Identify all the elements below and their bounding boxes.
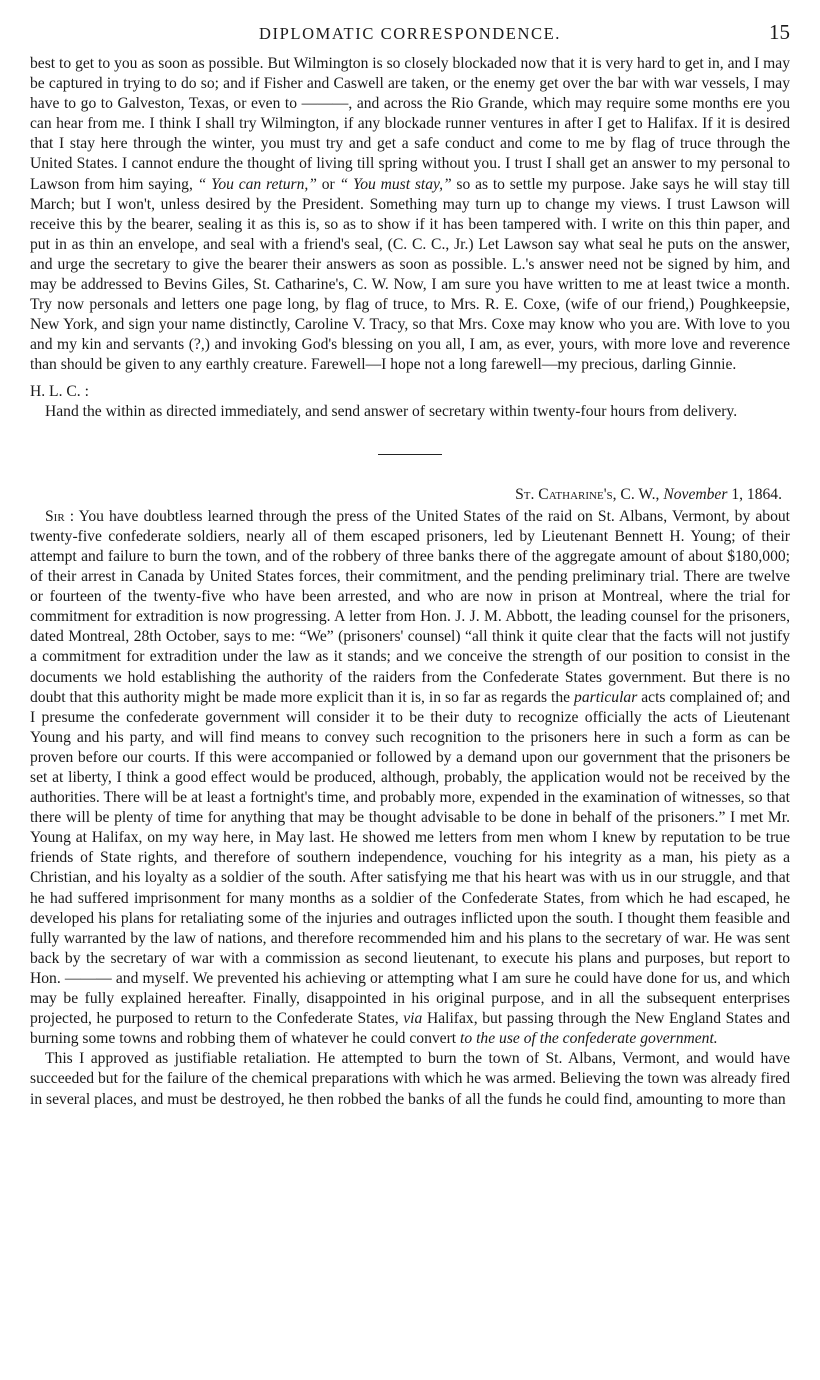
addressee-line: H. L. C. : (30, 382, 89, 400)
text-span: acts complained of; and I presume the confederate government will consider it to be their duty to recognize officially the acts of Lieutenant Young and his party, and will find means to convey such recognition to the prisoners here in such a form as can be proven before our courts. If this were accompanied or followed by a demand upon our government that the prisoners be set at liberty, I think a good effect would be produced, although, probably, the application would not be received by the authorities. There will be at least a fortnight's time, and probably more, expended in the examination of witnesses, so that there will be plenty of time for anything that may be thought advisable to be done in behalf of the prisoners.” I met Mr. Young at Halifax, on my way here, in May last. He showed me letters from men whom I knew by reputation to be true friends of State rights, and therefore of southern independence, vouching for his integrity as a man, his piety as a Christian, and his loyalty as a soldier of the south. After satisfying me that his heart was with us in our struggle, and that he had suffered imprisonment for many months as a soldier of the Confederate States, from which he had escaped, he developed his plans for retaliating some of the injuries and outrages inflicted upon the south. I thought them feasible and fully warranted by the law of nations, and therefore recommended him and his plans to the secretary of war. He was sent back by the secretary of war with a commission as second lieutenant, to execute his plans and purposes, but report to Hon. ——— and myself. We prevented his achieving or attempting what I am sure he could have done for us, and which may be fully explained hereafter. Finally, disappointed in his original purpose, and in all the subsequent enterprises projected, he purposed to return to the Confederate States, (30, 688, 791, 1028)
salutation: Sir : (45, 507, 75, 525)
italic-word: via (403, 1010, 423, 1028)
instruction-paragraph: Hand the within as directed immediately, and send answer of secretary within twenty-four hours from delivery. (45, 402, 738, 420)
text-span: so as to settle my purpose. Jake says he will stay till March; but I won't, unless desired by the President. Something may turn up to change my views. I trust Lawson will receive this by the bearer, sealing it as this is, so as to show if it has been tampered with. I write on this thin paper, and put in as thin an envelope, and seal with a friend's seal, (C. C. C., Jr.) Let Lawson say what seal he puts on the answer, and urge the secretary to give the bearer their answers as soon as possible. L.'s answer need not be signed by him, and may be addressed to Bevins Giles, St. Catharine's, C. W. Now, I am sure you have written to me at least twice a month. Try now personals and letters one page long, by flag of truce, to Mrs. R. E. Coxe, (wife of our friend,) Poughkeepsie, New York, and sign your name distinctly, Caroline V. Tracy, so that Mrs. Coxe may know who you are. With love to you and my kin and servants (?,) and invoking God's blessing on you all, I am, as ever, yours, with more love and reverence than should be given to any earthly creature. Farewell—I hope not a long farewell—my precious, darling Ginnie. (30, 175, 791, 374)
letter-paragraph: This I approved as justifiable retaliation. He attempted to burn the town of St. Albans, Vermont, and would have succeeded but for the failure of the chemical preparations with which he was armed. Believing the town was already fired in several places, and must be destroyed, he then robbed the banks of all the funds he could find, amounting to more than (30, 1050, 790, 1108)
quoted-phrase: “ You must stay,” (339, 175, 452, 193)
document-page (30, 22, 790, 1110)
dateline-place: St. Catharine's, C. W., (515, 485, 660, 503)
text-span: or (316, 175, 340, 193)
dateline-month: November (663, 485, 728, 503)
italic-phrase: to the use of the confederate government. (460, 1030, 718, 1048)
dateline (30, 485, 790, 505)
running-title: DIPLOMATIC CORRESPONDENCE. (259, 24, 561, 43)
text-span: Halifax, but passing through the New England States and burning some towns and robbing them of whatever he could convert (30, 1010, 790, 1048)
dateline-day-year: 1, 1864. (727, 485, 782, 503)
page-number: 15 (769, 20, 790, 44)
letter-continuation (30, 54, 790, 422)
letter-st-catharines (30, 485, 790, 1110)
page-header (30, 22, 790, 54)
text-span: best to get to you as soon as possible. But Wilmington is so closely blockaded now that it is very hard to get in, and I may be captured in trying to do so; and if Fisher and Caswell are taken, or the enemy get over the bar with war vessels, I may have to go to Galveston, Texas, or even to ———, and across the Rio Grande, which may require some months ere you can hear from me. I think I shall try Wilmington, if any blockade runner ventures in after I get to Halifax. If it is desired that I stay here through the winter, you must try and get a safe conduct and come to me by flag of truce through the United States. I cannot endure the thought of living till spring without you. I trust I shall get an answer to my personal to Lawson from him saying, (30, 55, 790, 193)
quoted-phrase: “ You can return,” (197, 175, 317, 193)
letter-paragraph (30, 54, 790, 376)
section-divider (378, 454, 442, 455)
letter-paragraph (30, 507, 790, 1050)
text-span: You have doubtless learned through the press of the United States of the raid on St. Albans, Vermont, by about twenty-five confederate soldiers, nearly all of them escaped prisoners, led by Lieutenant Bennett H. Young; of their attempt and failure to burn the town, and of the robbery of three banks there of the aggregate amount of about $180,000; of their arrest in Canada by United States forces, their commitment, and the pending preliminary trial. There are twelve or fourteen of the twenty-five who have been arrested, and who are now in prison at Montreal, where the trial for commitment for extradition is now progressing. A letter from Hon. J. J. M. Abbott, the leading counsel for the prisoners, dated Montreal, 28th October, says to me: “We” (prisoners' counsel) “all think it quite clear that the facts will not justify a commitment for extradition under the law as it stands; and we conceive the strength of our position to consist in the documents we hold establishing the authority of the raiders from the Confederate States government. But there is no doubt that this authority might be made more explicit than it is, in so far as regards the (30, 507, 790, 706)
italic-word: particular (574, 688, 638, 706)
